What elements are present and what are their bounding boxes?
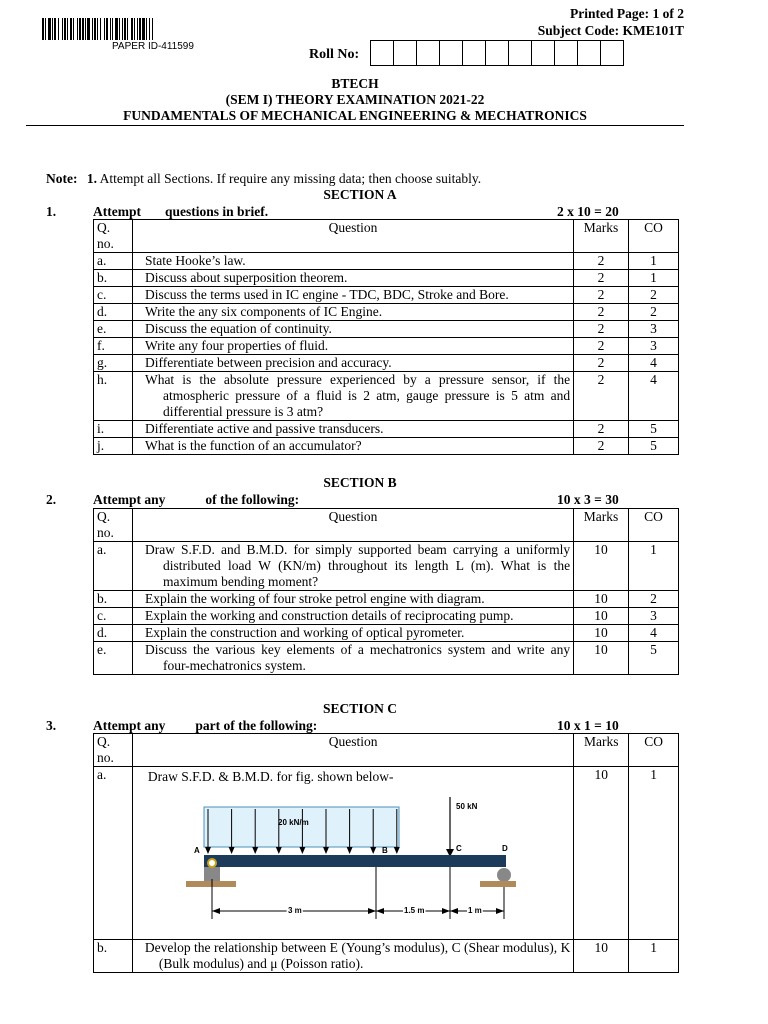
row-question: Discuss the terms used in IC engine - TDC, BDC, Stroke and Bore. xyxy=(132,287,573,304)
row-co: 3 xyxy=(629,608,679,625)
row-co: 2 xyxy=(629,287,679,304)
header-question: Question xyxy=(132,509,573,542)
dim-bc-label: 1.5 m xyxy=(403,906,425,915)
section-b-instruction-a: Attempt any xyxy=(93,492,166,507)
header-qno: Q. no. xyxy=(94,509,133,542)
udl-arrowhead xyxy=(205,847,211,854)
table-row xyxy=(94,625,679,642)
udl-arrowhead xyxy=(299,847,305,854)
table-row xyxy=(94,270,679,287)
header-qno: Q. no. xyxy=(94,220,133,253)
section-a-table xyxy=(93,219,679,455)
row-marks: 10 xyxy=(574,542,629,591)
row-qno: i. xyxy=(94,421,133,438)
udl-arrowhead xyxy=(228,847,234,854)
row-question: What is the function of an accumulator? xyxy=(132,438,573,455)
dim-arrow-c2 xyxy=(450,908,458,914)
row-co: 1 xyxy=(629,940,679,973)
support-a xyxy=(204,867,220,881)
roll-no-box[interactable] xyxy=(486,41,509,65)
section-c-title: SECTION C xyxy=(323,701,397,716)
row-co: 4 xyxy=(629,355,679,372)
row-qno: g. xyxy=(94,355,133,372)
row-co: 2 xyxy=(629,591,679,608)
header-divider xyxy=(26,125,684,126)
header-co: CO xyxy=(629,509,679,542)
row-marks: 2 xyxy=(574,421,629,438)
section-c-instruction-a: Attempt any xyxy=(93,718,166,733)
row-qno: h. xyxy=(94,372,133,421)
table-row xyxy=(94,304,679,321)
point-b-label: B xyxy=(381,846,388,855)
udl-arrowhead xyxy=(394,847,400,854)
row-marks: 10 xyxy=(574,642,629,675)
header-marks: Marks xyxy=(574,509,629,542)
table-row xyxy=(94,767,679,940)
row-co: 4 xyxy=(629,372,679,421)
row-marks: 10 xyxy=(574,767,629,940)
row-question: Discuss the equation of continuity. xyxy=(132,321,573,338)
table-header-row xyxy=(94,734,679,767)
row-qno: b. xyxy=(94,270,133,287)
row-co: 5 xyxy=(629,642,679,675)
section-c-instruction xyxy=(93,718,317,734)
point-load-label: 50 kN xyxy=(455,802,478,811)
ground-a xyxy=(186,881,236,887)
title-line-3: FUNDAMENTALS OF MECHANICAL ENGINEERING & MECHATRONICS xyxy=(123,108,587,123)
row-co: 1 xyxy=(629,253,679,270)
section-b-marks: 10 x 3 = 30 xyxy=(557,492,619,507)
row-question xyxy=(132,767,573,940)
dim-ab-label: 3 m xyxy=(287,906,302,915)
header-co: CO xyxy=(629,734,679,767)
row-marks: 2 xyxy=(574,253,629,270)
row-question: Explain the working of four stroke petrol engine with diagram. xyxy=(132,591,573,608)
beam-figure xyxy=(176,795,516,935)
roll-no-box[interactable] xyxy=(532,41,555,65)
section-a-rows xyxy=(94,253,679,455)
header-question: Question xyxy=(132,220,573,253)
table-row xyxy=(94,421,679,438)
row-marks: 2 xyxy=(574,270,629,287)
section-b-title: SECTION B xyxy=(323,475,397,490)
section-b-num: 2. xyxy=(46,492,57,507)
header-question: Question xyxy=(132,734,573,767)
row-marks: 10 xyxy=(574,608,629,625)
paper-id: PAPER ID-411599 xyxy=(112,41,194,52)
row-question: What is the absolute pressure experienced by a pressure sensor, if the atmospheric pressure of a fluid is 2 atm, gauge pressure is 5 atm and differential pressure is 3 atm? xyxy=(132,372,573,421)
row-co: 4 xyxy=(629,625,679,642)
row-co: 1 xyxy=(629,767,679,940)
section-a-num: 1. xyxy=(46,204,57,219)
row-co: 5 xyxy=(629,438,679,455)
section-c-marks: 10 x 1 = 10 xyxy=(557,718,619,733)
row-question: Differentiate between precision and accuracy. xyxy=(132,355,573,372)
header-co: CO xyxy=(629,220,679,253)
beam xyxy=(204,855,506,867)
row-question: Differentiate active and passive transducers. xyxy=(132,421,573,438)
roll-no-box[interactable] xyxy=(394,41,417,65)
udl-arrowhead xyxy=(370,847,376,854)
row-qno: d. xyxy=(94,304,133,321)
udl-label: 20 kN/m xyxy=(277,818,309,827)
roll-no-box[interactable] xyxy=(371,41,394,65)
row-qno: f. xyxy=(94,338,133,355)
header-marks: Marks xyxy=(574,220,629,253)
dim-arrow-a xyxy=(212,908,220,914)
row-question: Explain the construction and working of optical pyrometer. xyxy=(132,625,573,642)
roll-no-box[interactable] xyxy=(601,41,623,65)
udl-arrowhead xyxy=(252,847,258,854)
row-qno: j. xyxy=(94,438,133,455)
row-question: State Hooke’s law. xyxy=(132,253,573,270)
row-question: Discuss the various key elements of a mechatronics system and write any four-mechatronics system. xyxy=(132,642,573,675)
section-a-marks: 2 x 10 = 20 xyxy=(557,204,619,219)
row-question: Explain the working and construction details of reciprocating pump. xyxy=(132,608,573,625)
row-co: 5 xyxy=(629,421,679,438)
section-a-instruction xyxy=(93,204,268,220)
table-row xyxy=(94,321,679,338)
row-question: Develop the relationship between E (Young’s modulus), C (Shear modulus), K (Bulk modulus) and μ (Poisson ratio). xyxy=(132,940,573,973)
row-marks: 2 xyxy=(574,338,629,355)
point-d-label: D xyxy=(501,844,508,853)
row-marks: 10 xyxy=(574,625,629,642)
table-row xyxy=(94,642,679,675)
ground-d xyxy=(480,881,516,887)
dim-arrow-c1 xyxy=(442,908,450,914)
roll-no-boxes[interactable] xyxy=(370,40,624,66)
udl-arrowhead xyxy=(276,847,282,854)
row-question: Discuss about superposition theorem. xyxy=(132,270,573,287)
subject-code: Subject Code: KME101T xyxy=(537,23,684,38)
row-co: 1 xyxy=(629,270,679,287)
table-row xyxy=(94,355,679,372)
section-c-instruction-b: part of the following: xyxy=(195,718,318,733)
note-label: Note: xyxy=(46,171,78,186)
row-marks: 10 xyxy=(574,591,629,608)
section-a-instruction-a: Attempt xyxy=(93,204,141,219)
roll-no-box[interactable] xyxy=(463,41,486,65)
table-header-row xyxy=(94,509,679,542)
row-question: Write any four properties of fluid. xyxy=(132,338,573,355)
header-qno: Q. no. xyxy=(94,734,133,767)
title-line-2: (SEM I) THEORY EXAMINATION 2021-22 xyxy=(225,92,485,107)
row-qno: a. xyxy=(94,542,133,591)
section-b-table xyxy=(93,508,679,675)
table-row xyxy=(94,608,679,625)
roll-no-label: Roll No: xyxy=(309,47,360,62)
section-b-instruction xyxy=(93,492,299,508)
udl-arrowhead xyxy=(346,847,352,854)
roll-no-box[interactable] xyxy=(555,41,578,65)
row-qno: b. xyxy=(94,591,133,608)
row-qno: b. xyxy=(94,940,133,973)
section-b-rows xyxy=(94,542,679,675)
note-text: Attempt all Sections. If require any missing data; then choose suitably. xyxy=(99,171,482,186)
row-qno: a. xyxy=(94,767,133,940)
roller-d xyxy=(497,868,511,882)
row-qno: c. xyxy=(94,287,133,304)
section-a-title: SECTION A xyxy=(323,187,397,202)
table-row xyxy=(94,253,679,270)
row-qno: e. xyxy=(94,321,133,338)
table-row xyxy=(94,940,679,973)
section-b-instruction-b: of the following: xyxy=(205,492,300,507)
note xyxy=(46,171,481,187)
dim-arrow-d xyxy=(496,908,504,914)
hinge-a xyxy=(208,859,216,867)
table-row xyxy=(94,591,679,608)
row-question: Write the any six components of IC Engine. xyxy=(132,304,573,321)
row-marks: 2 xyxy=(574,355,629,372)
row-qno: a. xyxy=(94,253,133,270)
roll-no-box[interactable] xyxy=(417,41,440,65)
row-marks: 2 xyxy=(574,438,629,455)
table-row xyxy=(94,287,679,304)
section-a-instruction-b: questions in brief. xyxy=(164,204,269,219)
printed-page: Printed Page: 1 of 2 xyxy=(570,6,684,21)
table-row xyxy=(94,542,679,591)
table-row xyxy=(94,438,679,455)
row-qno: e. xyxy=(94,642,133,675)
roll-no-box[interactable] xyxy=(440,41,463,65)
barcode-bar xyxy=(153,18,154,40)
header-marks: Marks xyxy=(574,734,629,767)
dim-arrow-b1 xyxy=(368,908,376,914)
row-marks: 2 xyxy=(574,321,629,338)
row-co: 1 xyxy=(629,542,679,591)
udl-arrowhead xyxy=(323,847,329,854)
table-row xyxy=(94,338,679,355)
row-marks: 2 xyxy=(574,304,629,321)
section-c-table xyxy=(93,733,679,973)
point-c-label: C xyxy=(455,844,462,853)
point-a-label: A xyxy=(193,846,200,855)
table-row xyxy=(94,372,679,421)
roll-no-box[interactable] xyxy=(509,41,532,65)
row-marks: 2 xyxy=(574,372,629,421)
barcode xyxy=(42,18,270,40)
section-c-num: 3. xyxy=(46,718,57,733)
row-marks: 2 xyxy=(574,287,629,304)
row-question: Draw S.F.D. and B.M.D. for simply supported beam carrying a uniformly distributed load W (KN/m) throughout its length L (m). What is the maximum bending moment? xyxy=(132,542,573,591)
table-header-row xyxy=(94,220,679,253)
row-co: 3 xyxy=(629,321,679,338)
row-question-text: Draw S.F.D. & B.M.D. for fig. shown below- xyxy=(147,769,394,784)
row-marks: 10 xyxy=(574,940,629,973)
row-co: 2 xyxy=(629,304,679,321)
roll-no-box[interactable] xyxy=(578,41,601,65)
dim-arrow-b2 xyxy=(376,908,384,914)
row-co: 3 xyxy=(629,338,679,355)
title-line-1: BTECH xyxy=(331,76,379,91)
udl-region xyxy=(204,807,399,847)
dim-cd-label: 1 m xyxy=(467,906,482,915)
row-qno: c. xyxy=(94,608,133,625)
row-qno: d. xyxy=(94,625,133,642)
note-num: 1. xyxy=(86,171,97,186)
